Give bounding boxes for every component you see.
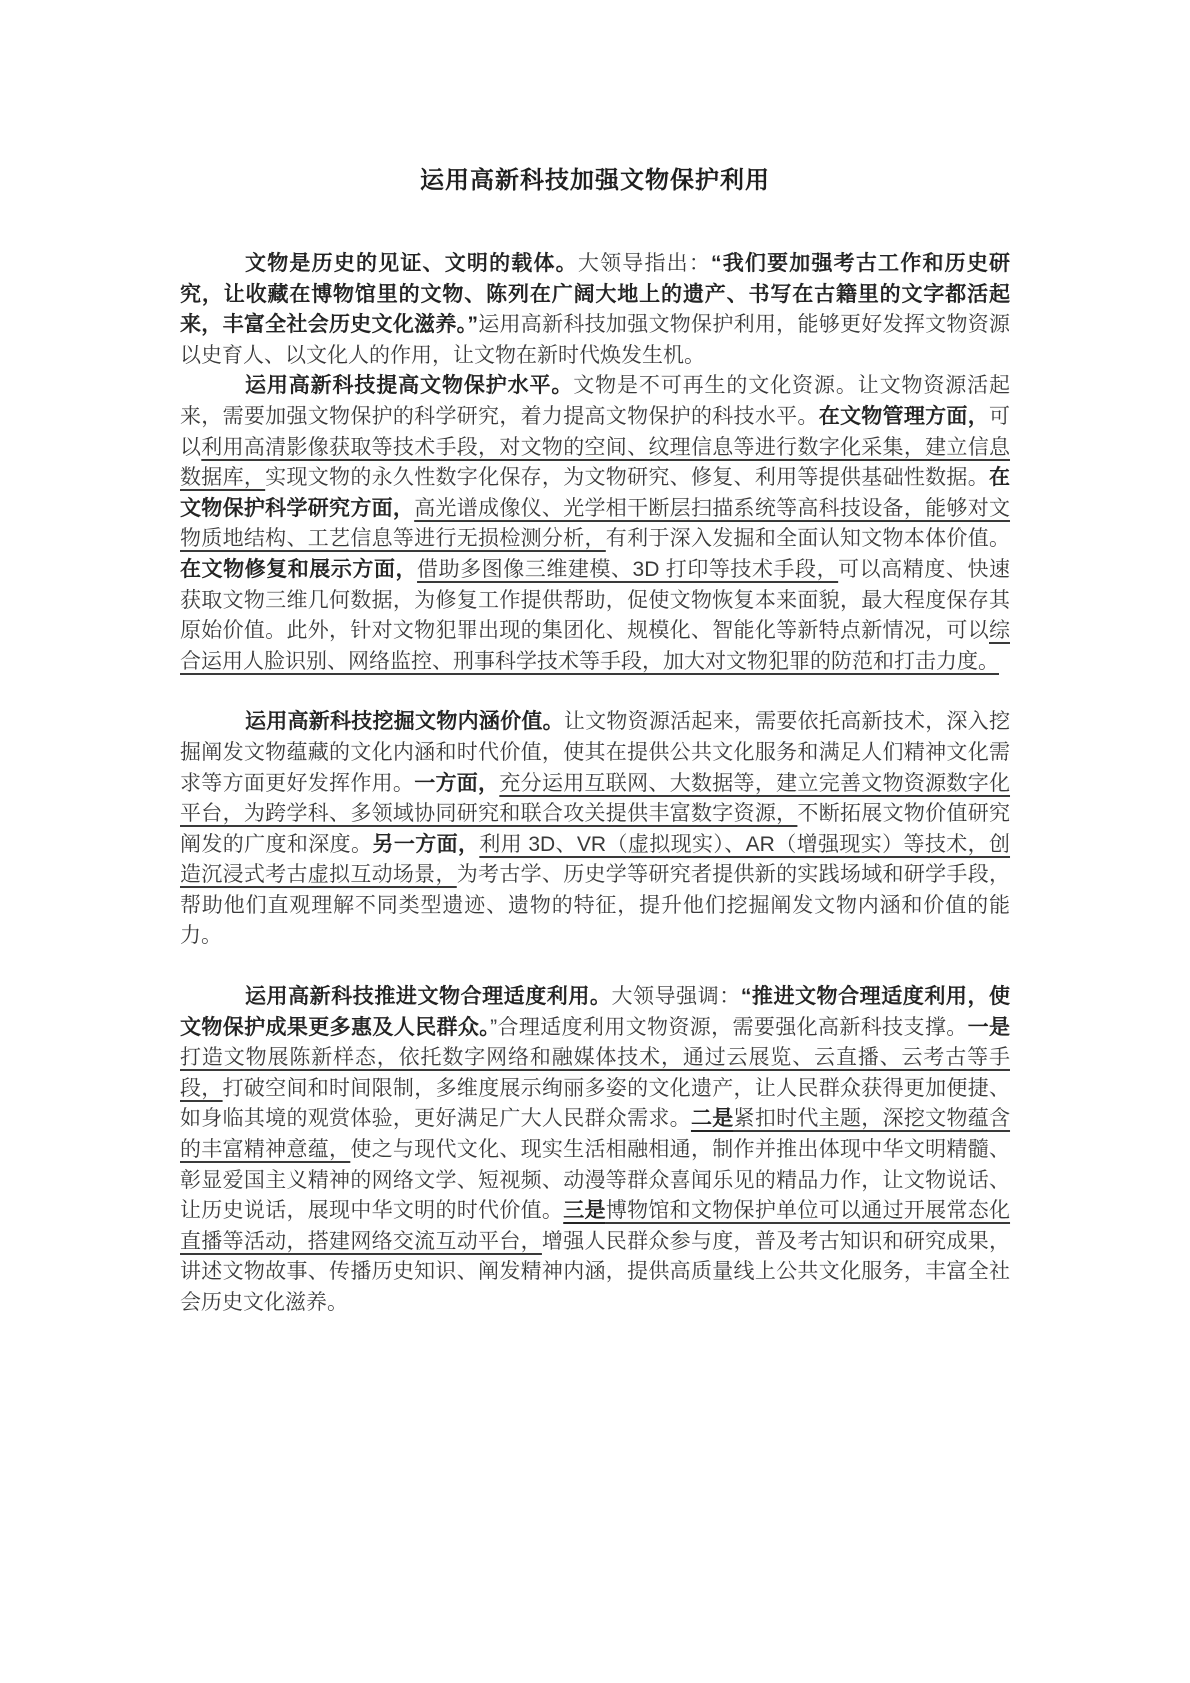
text-run: 借助多图像三维建模、3D 打印等技术手段，	[417, 557, 839, 581]
text-run: 在文物管理方面，	[818, 404, 990, 428]
document-content	[180, 0, 1010, 1319]
text-run: 增强人民群众参与度，普及考古知识和研究成果，讲述文物故事、传播历史知识、阐发精神内涵，提供高质量线上公共文化服务，丰富全社会历史文化滋养。	[180, 1229, 1010, 1314]
text-run: 使之与现代文化、现实生活相融相通，制作并推出体现中华文明精髓、彰显爱国主义精神的网络文学、短视频、动漫等群众喜闻乐见的精品力作，让文物说话、让历史说话，展现中华文明的时代价值。	[180, 1138, 1011, 1223]
text-run: 为考古学、历史学等研究者提供新的实践场域和研学手段，帮助他们直观理解不同类型遗迹、遗物的特征，提升他们挖掘阐发文物内涵和价值的能力。	[180, 863, 1011, 948]
text-run: 一方面，	[414, 771, 500, 795]
text-run: 利用 3D、VR（虚拟现实）、AR（增强现实）等技术，创造沉浸式考古虚拟互动场景，	[180, 832, 1011, 887]
page-title: 运用高新科技加强文物保护利用	[420, 167, 770, 194]
text-run: 有利于深入发掘和全面认知文物本体价值。	[605, 527, 1011, 551]
text-run: 可以高精度、快速获取文物三维几何数据，为修复工作提供帮助，促使文物恢复本来面貌，最大程度保存其原始价值。此外，针对文物犯罪出现的集团化、规模化、智能化等新特点新情况，可以	[180, 557, 1010, 643]
text-run: 紧扣时代主题，深挖文物蕴含的丰富精神意蕴，	[180, 1107, 1011, 1162]
text-run: 不断拓展文物价值研究阐发的广度和深度。	[180, 802, 1011, 856]
text-run: 可以	[180, 404, 1011, 459]
text-run: 大领导强调：	[611, 985, 741, 1009]
text-run: ”合理适度利用文物资源，需要强化高新科技支撑。	[490, 1015, 968, 1039]
text-run: 运用高新科技加强文物保护利用，能够更好发挥文物资源以史育人、以文化人的作用，让文物在新时代焕发生机。	[180, 313, 1011, 367]
text-run: 充分运用互联网、大数据等，建立完善文物资源数字化平台，为跨学科、多领域协同研究和联合攻关提供丰富数字资源，	[180, 771, 1011, 826]
paragraph	[180, 249, 1010, 371]
text-run: 二是	[690, 1107, 734, 1131]
paragraph	[180, 371, 1010, 677]
text-run: 高光谱成像仪、光学相干断层扫描系统等高科技设备，能够对文物质地结构、工艺信息等进行无损检测分析，	[180, 496, 1011, 551]
text-run: 综合运用人脸识别、网络监控、刑事科学技术等手段，加大对文物犯罪的防范和打击力度。	[180, 619, 1010, 673]
text-run: 在文物修复和展示方面，	[180, 557, 418, 581]
text-run: 博物馆和文物保护单位可以通过开展常态化直播等活动，搭建网络交流互动平台，	[180, 1199, 1011, 1253]
text-run: 利用高清影像获取等技术手段，对文物的空间、纹理信息等进行数字化采集，建立信息数据库，	[180, 435, 1011, 490]
text-run: 文物是不可再生的文化资源。让文物资源活起来，需要加强文物保护的科学研究，着力提高文物保护的科技水平。	[180, 374, 1010, 428]
text-run: 大领导指出：	[577, 252, 712, 275]
text-run: 一是	[967, 1015, 1010, 1039]
text-run: 打破空间和时间限制，多维度展示绚丽多姿的文化遗产，让人民群众获得更加便捷、如身临其境的观赏体验，更好满足广大人民群众需求。	[180, 1076, 1011, 1131]
text-run: 运用高新科技推进文物合理适度利用。	[245, 985, 612, 1009]
paragraph	[180, 982, 1010, 1319]
paragraph	[180, 707, 1010, 952]
text-run: 文物是历史的见证、文明的载体。	[245, 252, 578, 275]
text-run: 运用高新科技提高文物保护水平。	[245, 374, 574, 398]
text-run: 运用高新科技挖掘文物内涵价值。	[245, 710, 564, 734]
text-run: “推进文物合理适度利用，使文物保护成果更多惠及人民群众。	[180, 985, 1011, 1039]
text-run: 打造文物展陈新样态，依托数字网络和融媒体技术，通过云展览、云直播、云考古等手段，	[180, 1046, 1010, 1100]
text-run: 让文物资源活起来，需要依托高新技术，深入挖掘阐发文物蕴藏的文化内涵和时代价值，使其在提供公共文化服务和满足人们精神文化需求等方面更好发挥作用。	[180, 710, 1011, 795]
document-body	[180, 249, 1010, 1319]
text-run: “我们要加强考古工作和历史研究，让收藏在博物馆里的文物、陈列在广阔大地上的遗产、书写在古籍里的文字都活起来，丰富全社会历史文化滋养。”	[180, 252, 1011, 337]
text-run: 在文物保护科学研究方面，	[180, 466, 1011, 520]
text-run: 另一方面，	[372, 832, 480, 856]
text-run: 实现文物的永久性数字化保存，为文物研究、修复、利用等提供基础性数据。	[265, 466, 990, 490]
text-run: 三是	[563, 1199, 606, 1223]
